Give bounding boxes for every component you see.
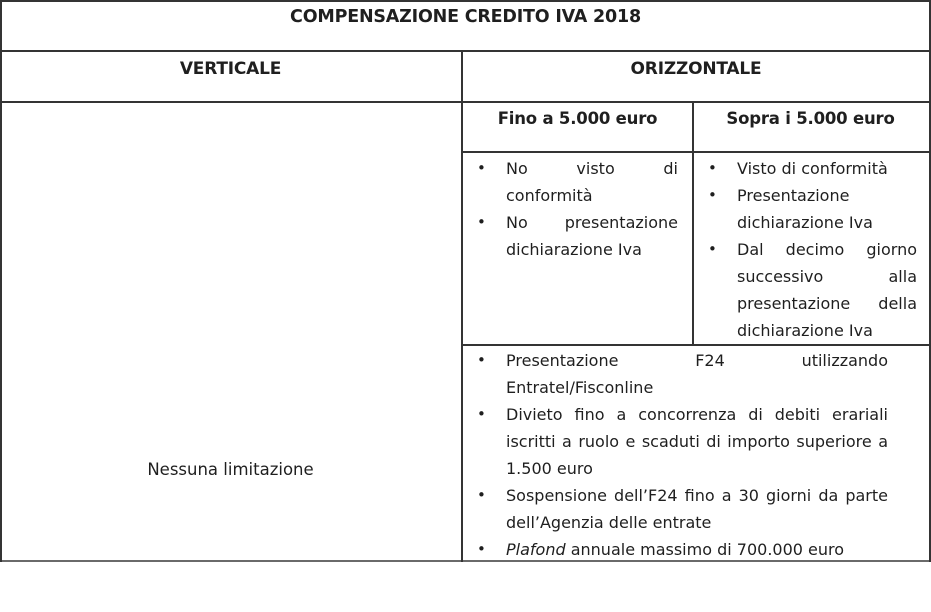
bullet-text: No presentazione dichiarazione Iva [506,213,678,259]
bullet-icon: • [477,540,486,558]
list-item [477,347,931,401]
table-border-top [0,0,931,2]
list-item [477,536,931,563]
list-item [477,155,706,209]
bullet-text [506,536,888,563]
bullet-text: Visto di conformità [737,159,888,178]
bullet-icon: • [477,486,486,504]
list-item [477,401,931,482]
table-border-under-title [0,50,931,52]
table-title: COMPENSAZIONE CREDITO IVA 2018 [290,7,641,27]
bullet-text-italic-term: Plafond [506,540,566,559]
bullet-icon: • [708,186,717,204]
table-border-under-column-headers [0,101,931,103]
bullet-text: Presentazione F24 utilizzando Entratel/Fisconline [506,351,888,397]
list-item [477,482,931,536]
list-item [477,209,706,263]
column-header-orizzontale: ORIZZONTALE [630,59,762,79]
bullet-icon: • [477,405,486,423]
table-border-above-merged-cell [461,344,931,346]
bullet-icon: • [708,240,717,258]
bullet-text: Presentazione dichiarazione Iva [737,186,873,232]
bullet-icon: • [477,351,486,369]
list-item [708,155,931,182]
cell-verticale-value: Nessuna limitazione [147,460,314,479]
bullet-text-rest: annuale massimo di 700.000 euro [565,540,845,559]
table-border-under-subheaders [461,151,931,153]
list-item [708,182,931,236]
bullet-text: No visto di conformità [506,159,678,205]
column-header-verticale: VERTICALE [179,59,282,79]
cell-fino-5000-list [463,155,706,263]
cell-orizzontale-merged-list [463,347,931,563]
subcolumn-header-sopra-5000: Sopra i 5.000 euro [726,109,895,128]
list-item [708,236,931,344]
bullet-text: Divieto fino a concorrenza di debiti erariali iscritti a ruolo e scaduti di importo superiore a 1.500 euro [506,405,888,478]
bullet-text: Sospensione dell’F24 fino a 30 giorni da parte dell’Agenzia delle entrate [506,486,888,532]
cell-sopra-5000-list [694,155,931,344]
bullet-icon: • [708,159,717,177]
subcolumn-header-fino-5000: Fino a 5.000 euro [497,109,658,128]
bullet-icon: • [477,213,486,231]
bullet-text: Dal decimo giorno successivo alla presentazione della dichiarazione Iva [737,240,917,340]
bullet-icon: • [477,159,486,177]
